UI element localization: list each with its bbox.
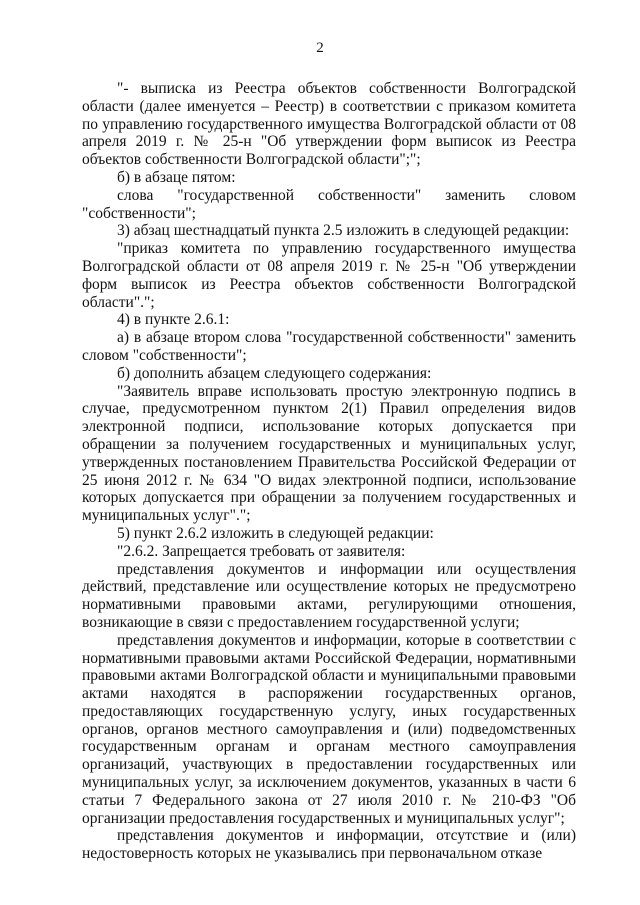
paragraph: "Заявитель вправе использовать простую электронную подпись в случае, предусмотренном пунктом 2(1) Правил определения видов электронной подписи, использование которых допускается при обращении за получением государственных и муниципальных услуг, утвержденных постановлением Правительства Российской Федерации от 25 июня 2012 г. № 634 "О видах электронной подписи, использование которых допускается при обращении за получением государственных и муниципальных услуг"."; (82, 382, 576, 525)
paragraph: представления документов и информации или осуществления действий, представление или осуществление которых не предусмотрено нормативными правовыми актами, регулирующими отношения, возникающие в связи с предоставлением государственной услуги; (82, 560, 576, 631)
paragraph: слова "государственной собственности" заменить словом "собственности"; (82, 186, 576, 222)
paragraph: б) в абзаце пятом: (117, 168, 236, 186)
paragraph: б) дополнить абзацем следующего содержания: (117, 364, 432, 382)
page-number: 2 (316, 40, 324, 56)
paragraph: представления документов и информации, которые в соответствии с нормативными правовыми актами Российской Федерации, нормативными правовыми актами Волгоградской области и муниципальными правовыми актами находятся в распоряжении государственных органов, предоставляющих государственную услугу, иных государственных органов, органов местного самоуправления и (или) подведомственных государственным органам и органам местного самоуправления организаций, участвующих в предоставлении государственных или муниципальных услуг, за исключением документов, указанных в части 6 статьи 7 Федерального закона от 27 июля 2010 г. № 210-ФЗ "Об организации предоставления государственных и муниципальных услуг"; (82, 631, 576, 827)
paragraph: "- выписка из Реестра объектов собственности Волгоградской области (далее именуется – Реестр) в соответствии с приказом комитета по управлению государственного имущества Волгоградской области от 08 апреля 2019 г. № 25-н "Об утверждении форм выписок из Реестра объектов собственности Волгоградской области";"; (82, 80, 576, 169)
paragraph: "2.6.2. Запрещается требовать от заявителя: (117, 542, 406, 560)
paragraph: 5) пункт 2.6.2 изложить в следующей редакции: (117, 524, 434, 542)
paragraph: представления документов и информации, отсутствие и (или) недостоверность которых не указывались при первоначальном отказе (82, 827, 576, 863)
paragraph: "приказ комитета по управлению государственного имущества Волгоградской области от 08 апреля 2019 г. № 25-н "Об утверждении форм выписок из Реестра объектов собственности Волгоградской области"."; (82, 240, 576, 311)
document-body (82, 80, 576, 863)
paragraph: 3) абзац шестнадцатый пункта 2.5 изложить в следующей редакции: (117, 222, 570, 240)
paragraph: 4) в пункте 2.6.1: (117, 311, 230, 329)
paragraph: а) в абзаце втором слова "государственной собственности" заменить словом "собственности"; (82, 329, 576, 364)
